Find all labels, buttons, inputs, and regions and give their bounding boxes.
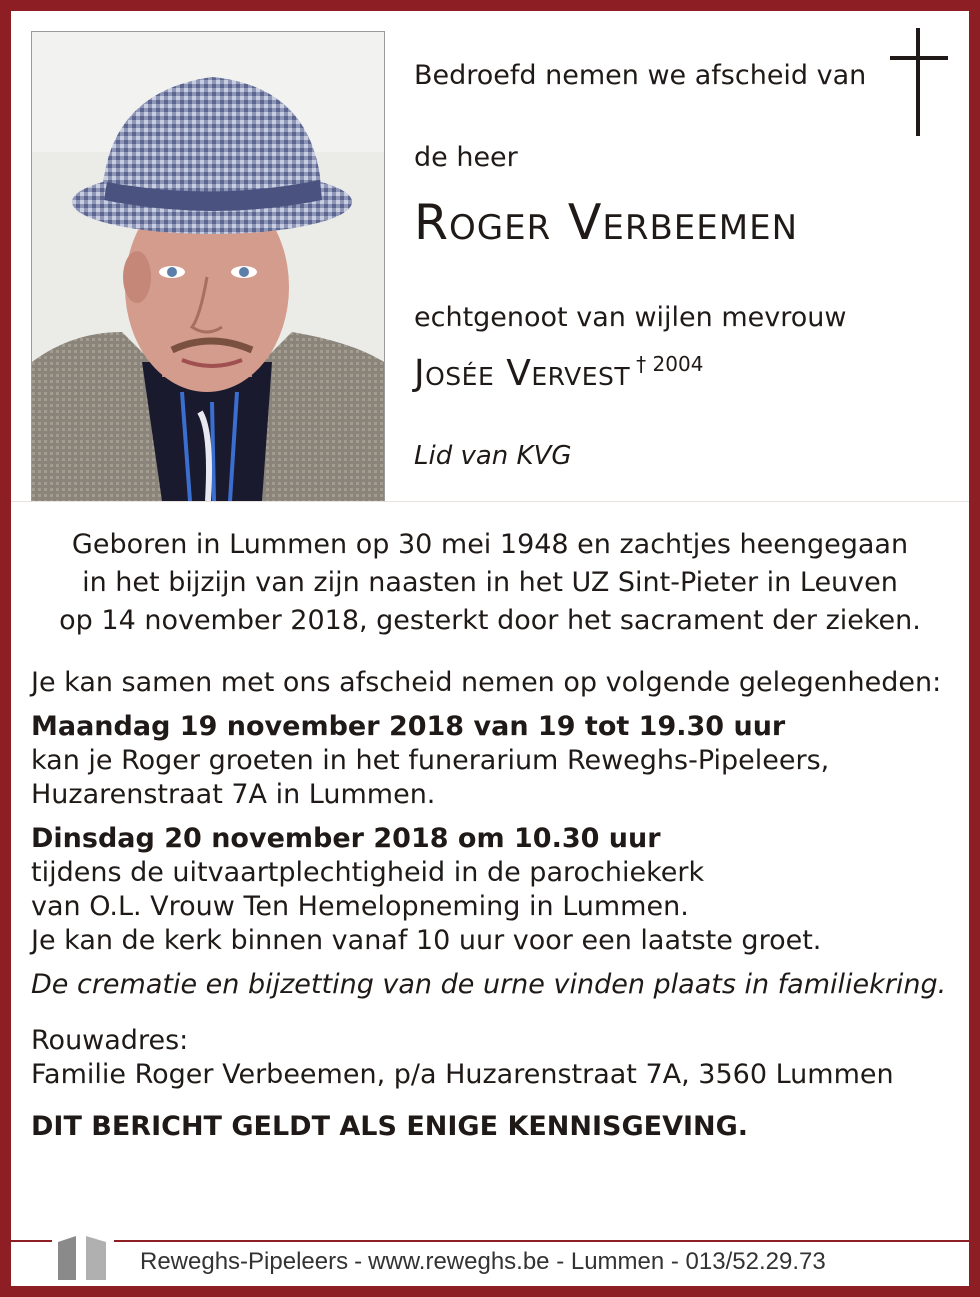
event2-line1: tijdens de uitvaartplechtigheid in de parochiekerk bbox=[31, 857, 705, 888]
footer-details: www.reweghs.be - Lummen - 013/52.29.73 bbox=[368, 1248, 826, 1275]
honorific: de heer bbox=[414, 142, 518, 173]
event1-line2: Huzarenstraat 7A in Lummen. bbox=[31, 779, 436, 810]
address-label: Rouwadres: bbox=[31, 1025, 189, 1056]
birth-line-3: op 14 november 2018, gesterkt door het sacrament der zieken. bbox=[59, 605, 921, 636]
funeral-home-logo-icon bbox=[52, 1230, 114, 1282]
footer-company: Reweghs-Pipeleers bbox=[140, 1248, 349, 1275]
spouse-line bbox=[414, 352, 703, 394]
event2-date: Dinsdag 20 november 2018 om 10.30 uur bbox=[31, 823, 661, 854]
birth-and-death-text bbox=[11, 526, 969, 640]
deceased-name: Roger Verbeemen bbox=[414, 194, 799, 251]
spouse-death-year: † 2004 bbox=[636, 352, 704, 376]
membership: Lid van KVG bbox=[414, 441, 572, 471]
portrait-photo bbox=[31, 31, 385, 502]
event1-date: Maandag 19 november 2018 van 19 tot 19.30 uur bbox=[31, 711, 786, 742]
cremation-note: De crematie en bijzetting van de urne vinden plaats in familiekring. bbox=[31, 969, 947, 1000]
event2-line2: van O.L. Vrouw Ten Hemelopneming in Lummen. bbox=[31, 891, 689, 922]
birth-line-1: Geboren in Lummen op 30 mei 1948 en zachtjes heengegaan bbox=[71, 529, 909, 560]
footer-divider bbox=[11, 1240, 969, 1242]
event1-line1: kan je Roger groeten in het funerarium Reweghs-Pipeleers, bbox=[31, 745, 830, 776]
birth-line-2: in het bijzijn van zijn naasten in het UZ Sint-Pieter in Leuven bbox=[82, 567, 898, 598]
notice-text: DIT BERICHT GELDT ALS ENIGE KENNISGEVING. bbox=[31, 1111, 749, 1142]
mourning-address: Familie Roger Verbeemen, p/a Huzarenstraat 7A, 3560 Lummen bbox=[31, 1059, 894, 1090]
spouse-name: Josée Vervest bbox=[414, 353, 631, 394]
events-intro: Je kan samen met ons afscheid nemen op volgende gelegenheden: bbox=[31, 667, 942, 698]
section-divider bbox=[11, 501, 969, 502]
cross-icon bbox=[888, 28, 950, 136]
events-section bbox=[31, 666, 961, 1144]
footer-separator: - bbox=[354, 1248, 363, 1275]
event2-line3: Je kan de kerk binnen vanaf 10 uur voor een laatste groet. bbox=[31, 925, 822, 956]
intro-text: Bedroefd nemen we afscheid van bbox=[414, 60, 867, 91]
footer-text bbox=[140, 1248, 826, 1276]
portrait-image bbox=[32, 32, 384, 501]
spouse-intro: echtgenoot van wijlen mevrouw bbox=[414, 302, 847, 333]
